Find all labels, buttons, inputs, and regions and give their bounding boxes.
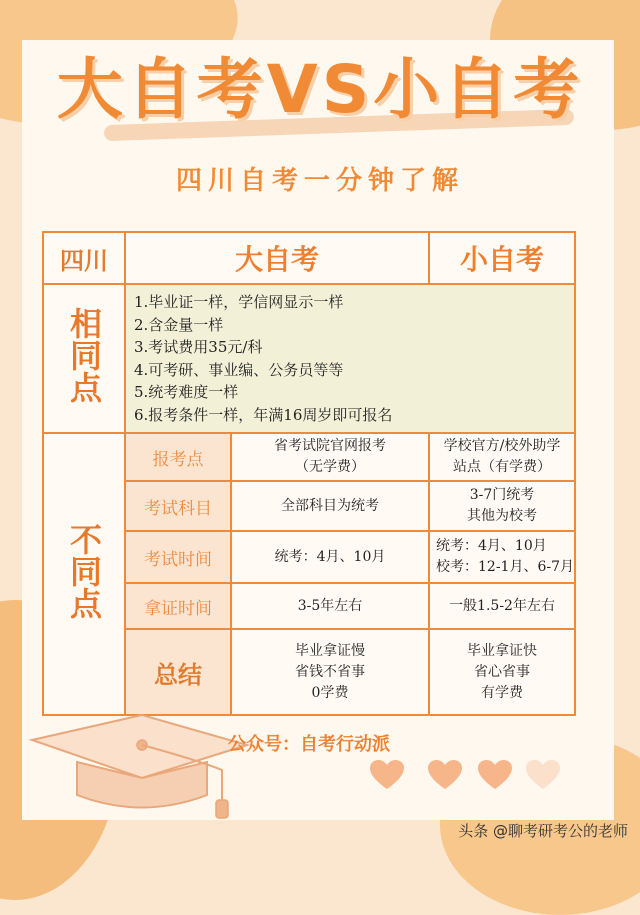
same-label-text: 相同点 — [65, 307, 103, 403]
row-label: 总结 — [125, 629, 231, 715]
official-account-label: 公众号：自考行动派 — [228, 734, 390, 755]
diff-label-text: 不同点 — [65, 522, 103, 619]
cell-line: 3-7门统考 — [469, 487, 535, 503]
watermark: 头条 @聊考研考公的老师 — [458, 822, 628, 840]
cell-line: 省心省事 — [474, 663, 531, 680]
diff-label — [43, 433, 125, 715]
table-header-row — [43, 232, 575, 284]
xiao-cell — [429, 481, 575, 531]
heart-icon — [370, 760, 404, 790]
same-points-cell — [125, 284, 575, 433]
cell-line: 省考试院官网报考 — [274, 438, 386, 454]
row-label: 考试科目 — [125, 481, 231, 531]
graduation-cap-icon — [22, 710, 252, 820]
list-item: 6.报考条件一样，年满16周岁即可报名 — [134, 405, 393, 424]
row-label: 拿证时间 — [125, 583, 231, 629]
header-xiao-zikao: 小自考 — [429, 232, 575, 284]
xiao-cell — [429, 583, 575, 629]
heart-icon — [428, 760, 462, 790]
list-item: 3.考试费用35元/科 — [134, 338, 263, 356]
header-sichuan: 四川 — [43, 232, 125, 284]
cell-line: 毕业拿证慢 — [295, 642, 365, 659]
xiao-cell — [429, 531, 575, 583]
cell-line: 毕业拿证快 — [467, 642, 538, 659]
poster-title: 大自考VS小自考 — [56, 51, 584, 128]
list-item: 4.可考研、事业编、公务员等等 — [134, 360, 344, 379]
table-row — [43, 433, 575, 481]
cell-line: 全部科目为统考 — [281, 497, 379, 514]
list-item: 1.毕业证一样，学信网显示一样 — [134, 293, 344, 311]
list-item: 2.含金量一样 — [134, 315, 224, 334]
list-item: 5.统考难度一样 — [134, 383, 239, 401]
header-da-zikao: 大自考 — [125, 232, 429, 284]
cell-line: 省钱不省事 — [295, 663, 365, 680]
cell-line: 其他为校考 — [467, 508, 538, 524]
da-cell — [231, 433, 429, 481]
cell-line: 统考：4月、10月 — [436, 538, 547, 554]
row-label: 考试时间 — [125, 531, 231, 583]
xiao-cell — [429, 433, 575, 481]
heart-icon — [526, 760, 560, 790]
xiao-cell — [429, 629, 575, 715]
da-cell — [231, 583, 429, 629]
same-points-list — [126, 285, 574, 432]
cell-line: 统考：4月、10月 — [274, 548, 386, 565]
cell-line: 0学费 — [311, 684, 349, 701]
cell-line: 校考：12-1月、6-7月 — [436, 559, 575, 575]
comparison-table — [42, 231, 576, 716]
row-label: 报考点 — [125, 433, 231, 481]
cell-line: 有学费 — [481, 684, 524, 701]
heart-icon — [478, 760, 512, 790]
da-cell — [231, 481, 429, 531]
cell-line: 3-5年左右 — [297, 597, 363, 614]
da-cell — [231, 531, 429, 583]
cell-line: 一般1.5-2年左右 — [449, 597, 555, 614]
same-row — [43, 284, 575, 433]
cell-line: （无学费） — [295, 459, 365, 475]
poster-subtitle: 四川自考一分钟了解 — [175, 166, 464, 196]
cell-line: 学校官方/校外助学 — [443, 438, 561, 454]
same-label — [43, 284, 125, 433]
cell-line: 站点（有学费） — [453, 459, 552, 475]
da-cell — [231, 629, 429, 715]
